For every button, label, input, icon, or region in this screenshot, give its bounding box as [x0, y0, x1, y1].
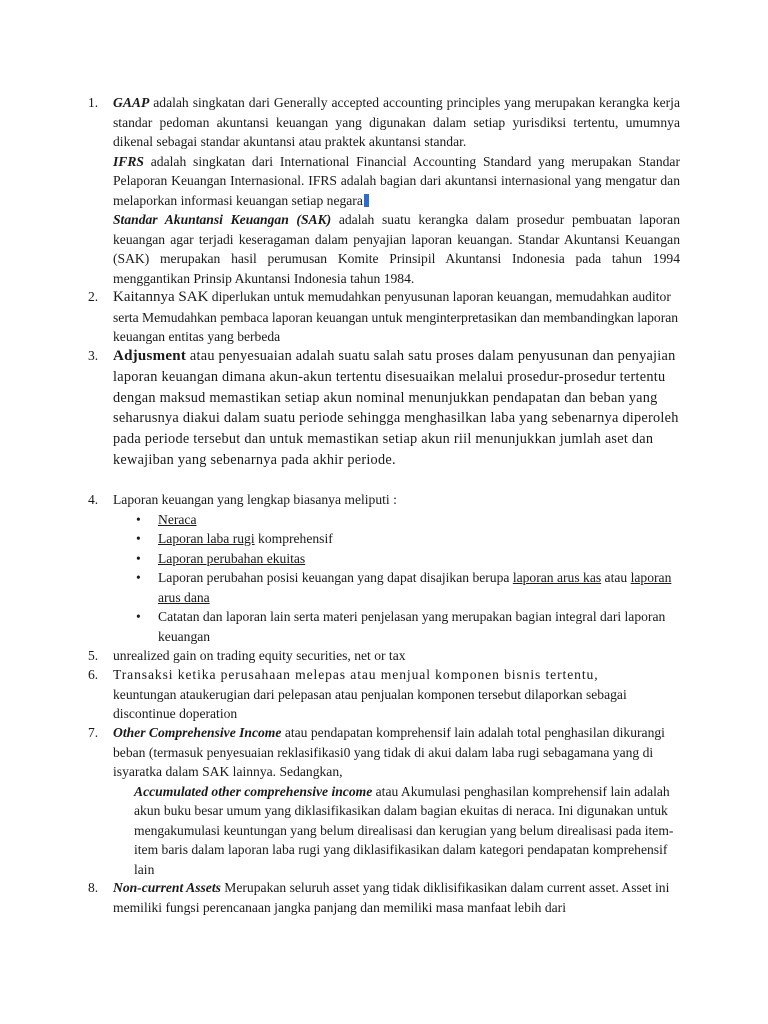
list-item-5 [88, 646, 680, 666]
bullet-text: Laporan perubahan posisi keuangan yang dapat disajikan berupa [158, 570, 513, 585]
bullet-link[interactable]: Laporan laba rugi [158, 531, 255, 546]
term-aoci: Accumulated other comprehensive income [134, 783, 373, 799]
list-item-8 [88, 878, 680, 917]
bullet-text: atau [601, 570, 631, 585]
bullet-text: Catatan dan laporan lain serta materi penjelasan yang merupakan bagian integral dari laporan keuangan [158, 609, 666, 644]
item-number: 1. [88, 95, 99, 110]
item-body [113, 723, 680, 879]
bullet-link-arus-dana[interactable]: laporan arus dana [158, 570, 672, 605]
bullet-link[interactable]: Laporan perubahan ekuitas [158, 550, 306, 566]
item-intro: Laporan keuangan yang lengkap biasanya meliputi : [113, 492, 397, 507]
bullet-icon: • [136, 511, 141, 527]
bullet-item-posisi-keuangan [113, 568, 680, 607]
term-oci: Other Comprehensive Income [113, 725, 282, 740]
list-item-6 [88, 665, 680, 724]
bullet-item-catatan [113, 607, 680, 646]
bullet-link-arus-kas[interactable]: laporan arus kas [512, 570, 602, 585]
item-number: 8. [88, 880, 99, 895]
item-text: Merupakan seluruh asset yang tidak diklisifikasikan dalam current asset. Asset ini memiliki fungsi perencanaan jangka panjang dan memiliki masa manfaat lebih dari [113, 880, 670, 915]
bullet-icon: • [136, 609, 141, 624]
item-text: unrealized gain on trading equity securities, net or tax [113, 648, 406, 663]
list-item-1 [88, 93, 680, 288]
paragraph-ifrs-text: adalah singkatan dari International Financial Accounting Standard yang merupakan Standar Pelaporan Keuangan Internasional. IFRS adalah bagian dari akuntansi internasional yang mengatur dan melaporkan informasi keuangan setiap negara [113, 153, 680, 208]
item-sub-block [134, 782, 680, 880]
item-spaced-text: Transaksi ketika perusahaan melepas atau menjual komponen bisnis tertentu, [113, 667, 599, 682]
bullet-item-laba-rugi [113, 529, 680, 549]
list-item-7 [88, 723, 680, 879]
item-body [113, 646, 680, 666]
item-body [113, 287, 680, 347]
item-text: diperlukan untuk memudahkan penyusunan laporan keuangan, memudahkan auditor serta Memudahkan pembaca laporan keuangan untuk menginterpretasikan dan membandingkan laporan keuangan entitas yang berbeda [113, 289, 679, 344]
term-ifrs: IFRS [113, 153, 144, 169]
paragraph-sak-text: adalah suatu kerangka dalam prosedur pembuatan laporan keuangan agar terjadi keseragaman dalam penyajian laporan keuangan. Standar Akuntansi Keuangan (SAK) merupakan hasil perumusan Komite Prinsipil Akuntansi Indonesia pada tahun 1994 menggantikan Prinsip Akuntansi Indonesia tahun 1984. [113, 212, 681, 286]
item-main-text [113, 723, 680, 782]
bullet-item-ekuitas [113, 549, 680, 569]
item-body [113, 346, 680, 471]
list-item-2 [88, 287, 680, 347]
item-body [113, 490, 680, 646]
term-adjusment: Adjusment [113, 348, 187, 364]
bullet-link[interactable]: Neraca [158, 511, 197, 527]
item-text: keuntungan ataukerugian dari pelepasan atau penjualan komponen tersebut dilaporkan sebagai discontinue doperation [113, 686, 627, 721]
paragraph-gaap [113, 93, 680, 152]
list-item-3 [88, 346, 680, 471]
paragraph-ifrs [113, 152, 680, 211]
text-cursor [364, 194, 369, 207]
item-body [113, 878, 680, 917]
item-number: 5. [88, 648, 99, 663]
item-body [113, 93, 680, 288]
paragraph-sak [113, 210, 680, 288]
term-gaap: GAAP [113, 95, 150, 110]
item-number: 3. [88, 348, 99, 363]
item-text: atau pendapatan komprehensif lain adalah total penghasilan dikurangi beban (termasuk penyesuaian reklasifikasi0 yang tidak di akui dalam laba rugi sebagamana yang di isyaratka dalam SAK lainnya. Sedangkan, [113, 725, 665, 779]
item-text: atau penyesuaian adalah suatu salah satu proses dalam penyusunan dan penyajian laporan keuangan dimana akun-akun tertentu disesuaikan melalui prosedur-prosedur tertentu dengan maksud memastikan setiap akun nominal menunjukkan pendapatan dan beban yang seharusnya diakui dalam suatu periode sehingga menghasilkan laba yang sebenarnya diperoleh pada periode tersebut dan untuk memastikan setiap akun riil menunjukkan jumlah aset dan kewajiban yang sebenarnya pada akhir periode. [113, 348, 679, 468]
item-number: 4. [88, 492, 99, 507]
paragraph-gaap-text: adalah singkatan dari Generally accepted accounting principles yang merupakan kerangka kerja standar pedoman akuntansi keuangan yang digunakan dalam setiap yurisdiksi tertentu, umumnya dikenal sebagai standar akuntansi atau praktek akuntansi standar. [113, 95, 680, 149]
bullet-icon: • [136, 531, 141, 546]
bullet-list [113, 510, 680, 647]
bullet-icon: • [136, 550, 141, 566]
bullet-item-neraca [113, 510, 680, 530]
item-number: 2. [88, 289, 99, 304]
list-item-4 [88, 490, 680, 646]
item-body [113, 665, 680, 724]
item-lead: Kaitannya SAK [113, 289, 209, 305]
item-number: 6. [88, 667, 99, 682]
term-non-current-assets: Non-current Assets [113, 880, 221, 895]
item-number: 7. [88, 725, 99, 740]
bullet-icon: • [136, 570, 141, 585]
term-sak: Standar Akuntansi Keuangan (SAK) [113, 212, 332, 227]
bullet-text: komprehensif [254, 531, 333, 546]
item-sub-text: atau Akumulasi penghasilan komprehensif lain adalah akun buku besar umum yang diklasifikasikan dalam bagian ekuitas di neraca. Ini digunakan untuk mengakumulasi keuntungan yang belum direalisasi dan kerugian yang belum direalisasi pada item-item baris dalam laporan laba rugi yang diklasifikasikan dalam kategori pendapatan komprehensif lain [134, 783, 674, 877]
